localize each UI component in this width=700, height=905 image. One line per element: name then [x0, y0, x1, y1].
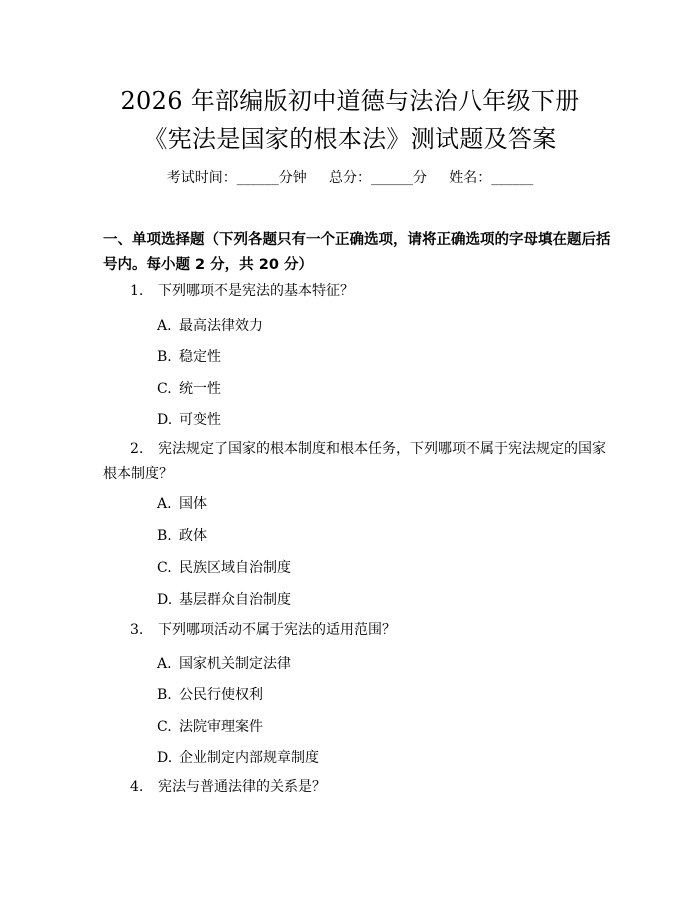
option-text: 企业制定内部规章制度 [179, 750, 319, 766]
question-3-option-a [157, 653, 291, 673]
question-2-option-d [157, 589, 291, 609]
option-label: B. [157, 687, 172, 703]
question-text: 下列哪项活动不属于宪法的适用范围？ [158, 622, 396, 638]
option-text: 统一性 [179, 381, 221, 397]
question-text: 宪法与普通法律的关系是？ [158, 779, 326, 795]
option-label: D. [157, 750, 173, 766]
question-1-option-d [157, 409, 221, 429]
question-2-option-c [157, 557, 291, 577]
question-4 [130, 775, 326, 800]
option-label: A. [157, 318, 172, 334]
section-heading: 一、单项选择题（下列各题只有一个正确选项，请将正确选项的字母填在题后括号内。每小题 2 分，共 20 分） [103, 232, 611, 273]
option-label: A. [157, 496, 172, 512]
option-label: C. [157, 560, 172, 576]
question-3-option-d [157, 747, 319, 767]
question-1-option-a [157, 315, 263, 335]
option-label: D. [157, 592, 173, 608]
option-text: 民族区域自治制度 [179, 560, 291, 576]
option-text: 稳定性 [179, 349, 221, 365]
question-3-option-b [157, 684, 263, 704]
question-2-option-b [157, 525, 207, 545]
question-text: 宪法规定了国家的根本制度和根本任务，下列哪项不属于宪法规定的国家 [158, 441, 606, 457]
option-text: 最高法律效力 [179, 318, 263, 334]
option-label: D. [157, 412, 173, 428]
question-text: 下列哪项不是宪法的基本特征？ [158, 283, 354, 299]
option-text: 国体 [179, 496, 207, 512]
question-number: 3. [130, 622, 144, 638]
question-number: 2. [130, 441, 144, 457]
option-text: 基层群众自治制度 [179, 592, 291, 608]
option-text: 国家机关制定法律 [179, 656, 291, 672]
option-label: C. [157, 381, 172, 397]
option-label: B. [157, 528, 172, 544]
question-2-line-2: 根本制度？ [103, 466, 173, 482]
question-1 [130, 279, 354, 304]
question-3-option-c [157, 716, 263, 736]
question-1-option-b [157, 346, 221, 366]
document-title-line-2: 《宪法是国家的根本法》测试题及答案 [143, 125, 557, 153]
document-title-line-1: 2026 年部编版初中道德与法治八年级下册 [120, 87, 580, 115]
option-text: 可变性 [179, 412, 221, 428]
question-number: 1. [130, 283, 144, 299]
question-1-option-c [157, 378, 221, 398]
option-text: 公民行使权利 [179, 687, 263, 703]
question-2-option-a [157, 493, 207, 513]
option-text: 政体 [179, 528, 207, 544]
question-3 [130, 618, 396, 643]
option-label: A. [157, 656, 172, 672]
question-number: 4. [130, 779, 144, 795]
option-label: B. [157, 349, 172, 365]
question-2-line-1 [130, 437, 606, 462]
option-text: 法院审理案件 [179, 719, 263, 735]
option-label: C. [157, 719, 172, 735]
exam-info-line: 考试时间：______分钟 总分：______分 姓名：______ [166, 170, 534, 186]
